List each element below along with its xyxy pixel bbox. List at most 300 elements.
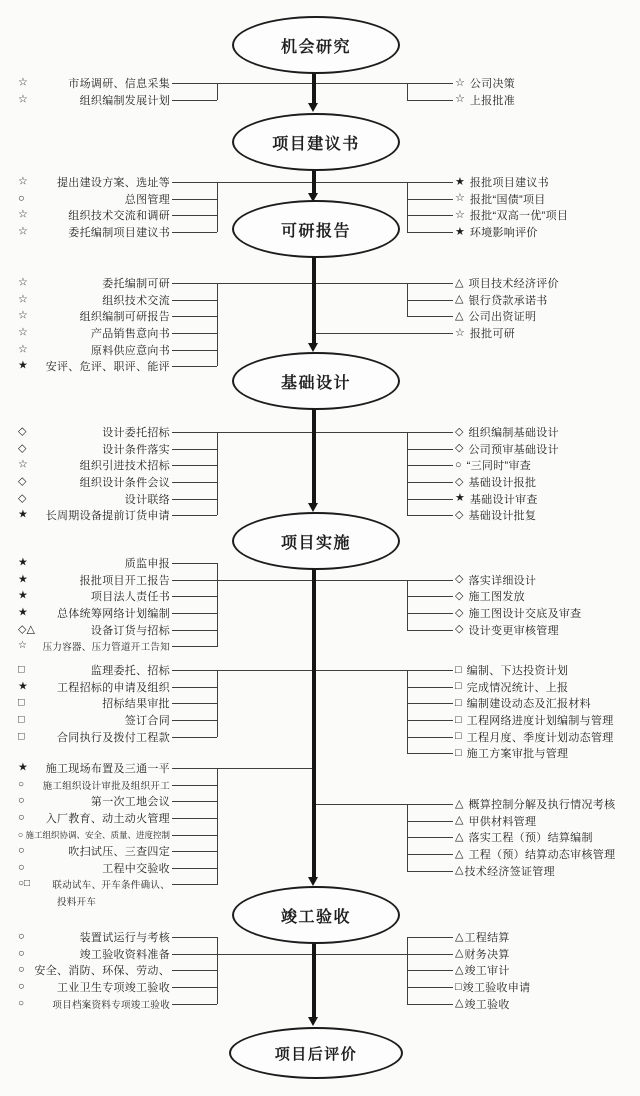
flow-item: [407, 75, 640, 92]
connector-line: [172, 83, 217, 84]
connector-line: [407, 499, 453, 500]
flow-item: [0, 207, 217, 224]
connector-bus: [217, 83, 218, 100]
item-label: 组织编制可研报告: [79, 311, 170, 324]
item-marker: □: [455, 663, 462, 676]
connector-line: [407, 720, 453, 721]
item-label: 落实工程（预）结算编制: [468, 832, 593, 845]
group-implementation-2-left: [0, 662, 217, 745]
item-marker: □: [18, 713, 25, 726]
connector-line: [407, 804, 453, 805]
connector-line: [172, 283, 217, 284]
flow-item: [407, 745, 640, 762]
connector-line: [217, 768, 314, 769]
connector-line: [407, 199, 453, 200]
item-label: 吹扫试压、三查四定: [68, 846, 170, 859]
item-label: 施工图发放: [468, 591, 525, 604]
connector-line: [407, 515, 453, 516]
item-marker: ★: [18, 573, 28, 586]
item-label: 压力容器、压力管道开工告知: [42, 642, 170, 654]
group-implementation-3-right: [407, 796, 640, 879]
connector-bus: [217, 670, 218, 737]
flow-item: [407, 829, 640, 846]
connector-bus: [217, 182, 218, 232]
connector-line: [407, 630, 453, 631]
connector-bus: [217, 768, 218, 885]
item-label: 编制、下达投资计划: [466, 665, 569, 678]
flow-item: [0, 341, 217, 358]
item-marker: ☆: [18, 309, 28, 322]
group-proposal-left: [0, 174, 217, 240]
item-label: 银行贷款承诺书: [468, 294, 548, 307]
item-marker: □: [455, 713, 462, 726]
connector-line: [172, 937, 217, 938]
item-marker: ○: [18, 192, 25, 205]
item-label: 竣工验收资料准备: [79, 948, 170, 961]
group-completion-left: [0, 929, 217, 1012]
connector-line: [172, 563, 217, 564]
item-label: 总体统筹网络计划编制: [57, 608, 170, 621]
item-label: “三同时”审查: [466, 460, 532, 473]
item-label: 总图管理: [124, 193, 170, 206]
item-label: 基础设计审查: [469, 493, 538, 506]
group-feasibility-right: [407, 275, 640, 341]
connector-line: [172, 482, 217, 483]
connector-line: [407, 83, 453, 84]
connector-line: [407, 215, 453, 216]
flow-item: [0, 605, 217, 622]
item-label: 项目技术经济评价: [468, 278, 559, 291]
flow-item: [407, 325, 640, 342]
item-label: 工程结算: [464, 932, 510, 945]
item-label: 第一次工地会议: [90, 796, 170, 809]
item-marker: ☆: [18, 458, 28, 471]
connector-line: [407, 1004, 453, 1005]
item-label: 装置试运行与考核: [79, 932, 170, 945]
connector-line: [172, 720, 217, 721]
flow-item: [0, 876, 217, 893]
item-label: 上报批准: [469, 94, 516, 107]
connector-line: [407, 703, 453, 704]
flow-item: [0, 826, 217, 843]
item-marker: ★: [18, 556, 28, 569]
connector-line: [172, 596, 217, 597]
connector-line: [407, 987, 453, 988]
flow-item: [0, 810, 217, 827]
flow-item: [407, 962, 640, 979]
group-proposal-right: [407, 174, 640, 240]
item-label: 工程招标的申请及组织: [57, 681, 170, 694]
flow-item: [407, 929, 640, 946]
item-marker: ★: [18, 508, 28, 521]
connector-line: [407, 232, 453, 233]
item-marker: △: [455, 864, 464, 877]
flow-item: [0, 507, 217, 524]
flow-item: [407, 621, 640, 638]
item-marker: □: [455, 730, 462, 743]
connector-line: [172, 630, 217, 631]
item-label: 委托编制项目建议书: [68, 227, 170, 240]
flow-item: [0, 712, 217, 729]
item-marker: □: [455, 746, 462, 759]
connector-line: [172, 687, 217, 688]
flow-item: [0, 979, 217, 996]
connector-line: [407, 283, 453, 284]
flow-item: [407, 846, 640, 863]
connector-line: [172, 100, 217, 101]
connector-line: [172, 868, 217, 869]
connector-bus: [217, 937, 218, 1004]
item-label: 概算控制分解及执行情况考核: [468, 799, 616, 812]
item-marker: △: [455, 963, 464, 976]
flow-item: [407, 605, 640, 622]
connector-line: [172, 350, 217, 351]
item-label: 报批可研: [469, 328, 516, 341]
flow-item: [407, 662, 640, 679]
connector-line: [172, 580, 217, 581]
arrow-down-icon: [308, 1017, 318, 1026]
connector-bus: [217, 563, 218, 647]
item-marker: △: [455, 947, 464, 960]
item-label: 设计委托招标: [102, 427, 170, 440]
item-label: 竣工审计: [464, 965, 510, 978]
connector-bus: [217, 283, 218, 366]
flow-item: [407, 174, 640, 191]
connector-line: [407, 482, 453, 483]
arrow-down-icon: [308, 877, 318, 886]
item-label: 合同执行及拨付工程款: [57, 731, 170, 744]
item-marker: ☆: [18, 225, 28, 238]
connector-line: [314, 333, 453, 334]
connector-line: [407, 937, 453, 938]
item-marker: ☆: [18, 208, 28, 221]
connector-line: [407, 954, 453, 955]
item-label: 公司决策: [469, 78, 516, 91]
item-marker: ○: [18, 997, 25, 1009]
group-opportunity-left: [0, 75, 217, 108]
item-marker: △: [455, 847, 464, 860]
item-marker: ○: [18, 930, 25, 943]
connector-line: [172, 499, 217, 500]
arrow-down-icon: [308, 503, 318, 512]
flow-item: [0, 662, 217, 679]
item-label: 质监申报: [124, 558, 170, 571]
flow-item: [407, 207, 640, 224]
item-marker: ☆: [455, 93, 465, 106]
flow-item: [0, 621, 217, 638]
item-label: 公司出资证明: [468, 311, 537, 324]
item-marker: ★: [18, 359, 28, 372]
connector-line: [407, 182, 453, 183]
connector-line: [172, 801, 217, 802]
item-label: 投料开车: [57, 897, 97, 909]
flow-item: [407, 979, 640, 996]
item-marker: ○: [18, 811, 25, 824]
flow-item: [407, 191, 640, 208]
flow-item: [0, 929, 217, 946]
item-label: 甲供材料管理: [468, 815, 537, 828]
flow-item: [407, 507, 640, 524]
flow-item: [0, 191, 217, 208]
connector-line: [172, 215, 217, 216]
flow-item: [407, 308, 640, 325]
connector-line: [407, 837, 453, 838]
connector-line: [172, 613, 217, 614]
item-label: 招标结果审批: [102, 698, 170, 711]
flow-item: [407, 92, 640, 109]
item-marker: ☆: [18, 293, 28, 306]
item-marker: △: [455, 276, 464, 289]
item-label: 长周期设备提前订货申请: [45, 510, 170, 523]
item-label: 委托编制可研: [102, 278, 170, 291]
item-label: 环境影响评价: [469, 227, 538, 240]
connector-line: [172, 987, 217, 988]
item-marker: ☆: [455, 76, 465, 89]
item-label: 完成情况统计、上报: [466, 681, 569, 694]
item-label: 市场调研、信息采集: [68, 78, 170, 91]
item-marker: □: [18, 663, 25, 676]
item-label: 组织技术交流和调研: [68, 210, 170, 223]
item-marker: ○: [18, 778, 25, 790]
flow-item: [0, 441, 217, 458]
spine-segment: [312, 257, 315, 344]
flow-item: [0, 860, 217, 877]
connector-line: [407, 670, 453, 671]
item-label: 项目法人责任书: [90, 591, 170, 604]
connector-line: [172, 670, 217, 671]
connector-line: [407, 871, 453, 872]
item-label: 施工图设计交底及审查: [468, 608, 582, 621]
item-label: 报批“国债”项目: [469, 193, 546, 206]
connector-line: [407, 970, 453, 971]
item-marker: ★: [18, 589, 28, 602]
flow-item: [407, 474, 640, 491]
item-label: 安全、消防、环保、劳动、: [34, 965, 170, 978]
item-label: 组织设计条件会议: [79, 477, 170, 490]
item-marker: ◇: [455, 573, 464, 586]
item-label: 技术经济签证管理: [464, 865, 555, 878]
connector-line: [172, 465, 217, 466]
flow-item: [0, 777, 217, 794]
item-label: 施工方案审批与管理: [466, 748, 569, 761]
item-marker: □: [18, 696, 25, 709]
item-marker: ○: [18, 980, 25, 993]
connector-line: [172, 884, 217, 885]
flow-item: [407, 275, 640, 292]
item-marker: ★: [18, 680, 28, 693]
group-implementation-1-right: [407, 572, 640, 638]
flow-item: [0, 325, 217, 342]
item-label: 报批项目建议书: [469, 177, 549, 190]
item-label: 公司预审基础设计: [468, 443, 559, 456]
flow-item: [407, 490, 640, 507]
connector-line: [172, 835, 217, 836]
item-marker: ○: [18, 861, 25, 874]
item-marker: ☆: [455, 192, 465, 205]
group-basic-design-right: [407, 424, 640, 524]
group-opportunity-right: [407, 75, 640, 108]
flow-item: [407, 862, 640, 879]
connector-line: [407, 432, 453, 433]
flow-item: [407, 441, 640, 458]
connector-bus: [217, 432, 218, 515]
arrow-down-icon: [308, 103, 318, 112]
connector-line: [407, 316, 453, 317]
item-label: 工业卫生专项竣工验收: [57, 982, 170, 995]
item-label: 提出建设方案、选址等: [57, 177, 170, 190]
flow-item: [0, 358, 217, 375]
item-marker: ☆: [455, 326, 465, 339]
item-label: 报批项目开工报告: [79, 574, 170, 587]
connector-line: [172, 432, 217, 433]
item-label: 组织编制基础设计: [468, 427, 559, 440]
item-marker: ◇: [455, 623, 464, 636]
item-label: 产品销售意向书: [90, 328, 170, 341]
connector-line: [172, 316, 217, 317]
group-implementation-3-left: [0, 760, 217, 909]
item-label: 工程网络进度计划编制与管理: [466, 715, 614, 728]
item-label: 基础设计批复: [468, 510, 537, 523]
connector-line: [407, 596, 453, 597]
flow-item: [407, 695, 640, 712]
item-marker: ○: [18, 794, 25, 807]
flow-item: [0, 962, 217, 979]
flow-item: [407, 572, 640, 589]
spine-segment: [312, 407, 315, 504]
item-marker: ○□: [18, 878, 31, 890]
flow-item: [0, 679, 217, 696]
oval-post-evaluation: 项目后评价: [229, 1027, 403, 1079]
connector-line: [407, 300, 453, 301]
item-marker: ☆: [18, 76, 28, 89]
item-marker: △: [455, 293, 464, 306]
flow-item: [0, 275, 217, 292]
item-marker: △: [455, 997, 464, 1010]
item-marker: ○: [18, 963, 25, 976]
connector-line: [407, 854, 453, 855]
item-marker: □: [455, 980, 462, 993]
connector-line: [314, 804, 407, 805]
group-feasibility-left: [0, 275, 217, 375]
connector-line: [407, 100, 453, 101]
item-label: 入厂教育、动土动火管理: [45, 813, 170, 826]
group-completion-right: [407, 929, 640, 1012]
connector-line: [172, 818, 217, 819]
item-marker: △: [455, 814, 464, 827]
item-label: 设计条件落实: [102, 443, 170, 456]
flow-item: [0, 457, 217, 474]
item-label: 安评、危评、职评、能评: [45, 361, 170, 374]
flow-item: [407, 224, 640, 241]
connector-line: [407, 687, 453, 688]
item-marker: ☆: [18, 343, 28, 356]
item-marker: ★: [18, 606, 28, 619]
flow-item: [0, 946, 217, 963]
item-label: 编制建设动态及汇报材料: [466, 698, 591, 711]
flow-item: [0, 474, 217, 491]
connector-line: [172, 449, 217, 450]
item-marker: ◇: [455, 508, 464, 521]
item-marker: ◇: [18, 442, 27, 455]
item-marker: ★: [455, 175, 465, 188]
group-basic-design-left: [0, 424, 217, 524]
item-label: 落实详细设计: [468, 574, 537, 587]
connector-line: [172, 851, 217, 852]
flow-item: [0, 292, 217, 309]
item-label: 竣工验收: [464, 998, 510, 1011]
item-label: 项目档案资料专项竣工验收: [52, 999, 170, 1011]
flow-item: [0, 224, 217, 241]
item-marker: ◇: [455, 425, 464, 438]
connector-line: [172, 970, 217, 971]
flow-item: [0, 760, 217, 777]
group-implementation-2-right: [407, 662, 640, 762]
item-marker: □: [18, 730, 25, 743]
connector-line: [172, 737, 217, 738]
item-marker: ★: [18, 761, 28, 774]
item-label: 工程月度、季度计划动态管理: [466, 731, 614, 744]
flow-item: [407, 728, 640, 745]
connector-line: [172, 646, 217, 647]
spine-segment: [312, 70, 315, 104]
flow-item: [407, 424, 640, 441]
flow-item: [407, 813, 640, 830]
connector-line: [407, 737, 453, 738]
flow-item: [0, 793, 217, 810]
flow-item: [0, 308, 217, 325]
item-marker: ◇: [455, 442, 464, 455]
item-marker: ◇: [455, 606, 464, 619]
item-marker: ☆: [18, 276, 28, 289]
item-marker: △: [455, 830, 464, 843]
arrow-down-icon: [308, 343, 318, 352]
item-marker: △: [455, 930, 464, 943]
connector-line: [172, 515, 217, 516]
item-label: 施工组织设计审批及组织开工: [42, 780, 170, 792]
item-label: 设备订货与招标: [90, 624, 170, 637]
flow-item: [0, 995, 217, 1012]
connector-line: [172, 182, 217, 183]
item-label: 施工组织协调、安全、质量、进度控制: [25, 829, 170, 840]
item-label: 设计变更审核管理: [468, 624, 559, 637]
connector-line: [407, 753, 453, 754]
item-marker: ◇△: [18, 623, 35, 636]
group-implementation-1-left: [0, 555, 217, 655]
item-marker: ☆: [455, 208, 465, 221]
spine-segment: [312, 941, 315, 1018]
item-marker: ◇: [455, 589, 464, 602]
item-label: 施工现场布置及三通一平: [45, 763, 170, 776]
flow-item: [407, 796, 640, 813]
flow-item: [0, 588, 217, 605]
connector-line: [172, 232, 217, 233]
connector-line: [172, 703, 217, 704]
item-marker: ★: [455, 492, 465, 505]
connector-line: [407, 821, 453, 822]
item-marker: ◇: [455, 475, 464, 488]
item-label: 财务决算: [464, 948, 510, 961]
flow-item: [0, 893, 217, 910]
oval-feasibility-report: 可研报告: [232, 200, 400, 258]
connector-line: [172, 768, 217, 769]
item-marker: △: [455, 309, 464, 322]
item-marker: ☆: [18, 93, 28, 106]
item-marker: ○: [18, 829, 24, 840]
item-marker: ○: [18, 844, 25, 857]
item-label: 报批“双高一优”项目: [469, 210, 569, 223]
oval-project-implementation: 项目实施: [232, 512, 400, 570]
flow-item: [407, 457, 640, 474]
